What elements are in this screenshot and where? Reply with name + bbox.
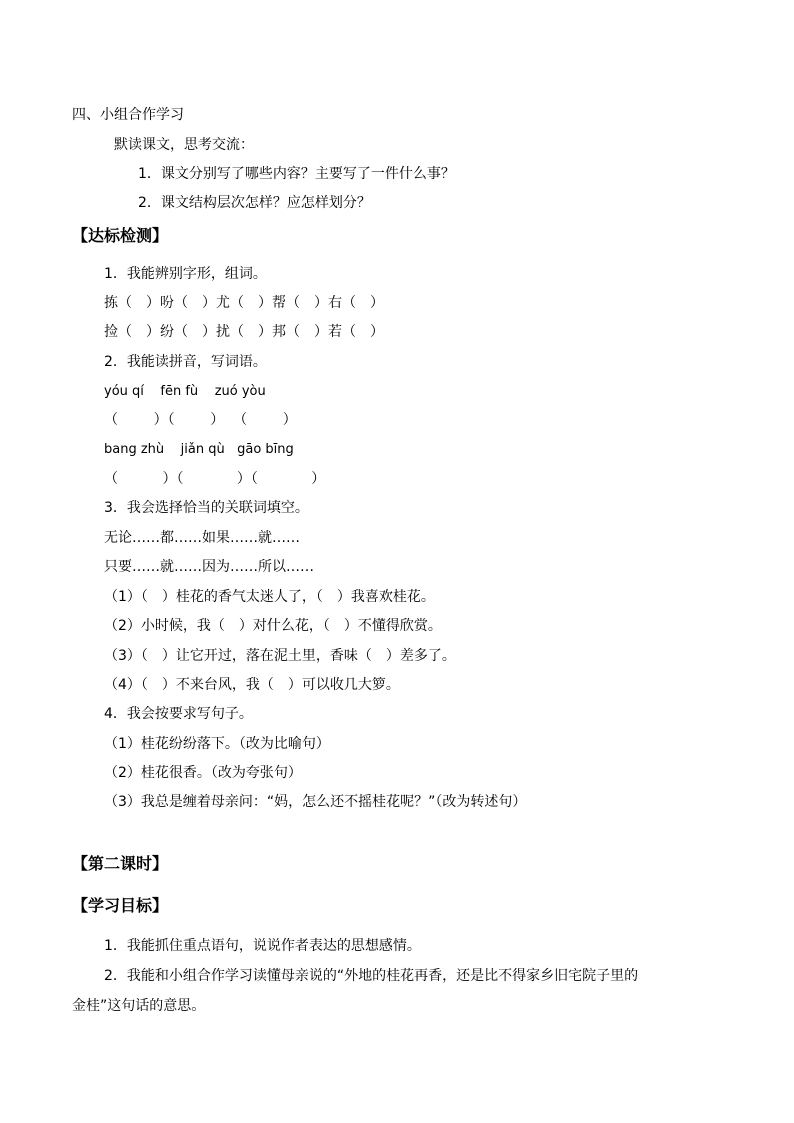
q3-options-1: 无论……都……如果……就…… — [104, 530, 300, 546]
section-four-intro: 默读课文，思考交流： — [114, 137, 254, 153]
question-2: 2．课文结构层次怎样？应怎样划分？ — [138, 195, 371, 211]
q3-options-2: 只要……就……因为……所以…… — [104, 559, 314, 575]
section-four-title: 四、小组合作学习 — [72, 107, 184, 123]
q3-item-4: （4）（ ）不来台风，我（ ）可以收几大箩。 — [104, 677, 400, 693]
q2-blanks-row-2: （ ）（ ）（ ） — [104, 471, 326, 487]
goal-2-line-1: 2．我能和小组合作学习读懂母亲说的“外地的桂花再香，还是比不得家乡旧宅院子里的 — [104, 968, 639, 984]
q4-item-3: （3）我总是缠着母亲问：“妈，怎么还不摇桂花呢？”（改为转述句） — [104, 794, 527, 810]
q4-item-2: （2）桂花很香。（改为夸张句） — [104, 765, 302, 781]
q3-item-1: （1）（ ）桂花的香气太迷人了，（ ）我喜欢桂花。 — [104, 589, 435, 605]
goal-1: 1．我能抓住重点语句，说说作者表达的思想感情。 — [104, 938, 421, 954]
q1-prompt: 1．我能辨别字形，组词。 — [104, 266, 267, 282]
q2-blanks-row-1: （ ）（ ） （ ） — [104, 412, 297, 428]
learning-goals-heading: 【学习目标】 — [72, 896, 169, 915]
q3-prompt: 3．我会选择恰当的关联词填空。 — [104, 500, 309, 516]
assessment-heading: 【达标检测】 — [72, 226, 169, 245]
q2-pinyin-row-1: yóu qí fēn fù zuó yòu — [104, 384, 266, 399]
q4-item-1: （1）桂花纷纷落下。（改为比喻句） — [104, 736, 330, 752]
goal-2-line-2: 金桂”这句话的意思。 — [72, 998, 206, 1014]
q1-row-2: 捡（ ）纷（ ）扰（ ）邦（ ）若（ ） — [104, 324, 384, 340]
q1-row-1: 拣（ ）吩（ ）尤（ ）帮（ ）右（ ） — [104, 295, 384, 311]
q3-item-2: （2）小时候，我（ ）对什么花，（ ）不懂得欣赏。 — [104, 618, 442, 634]
lesson-two-heading: 【第二课时】 — [72, 854, 169, 873]
question-1: 1．课文分别写了哪些内容？主要写了一件什么事？ — [138, 166, 455, 182]
q2-pinyin-row-2: bang zhù jiǎn qù gāo bīng — [104, 442, 294, 457]
q3-item-3: （3）（ ）让它开过，落在泥土里，香味（ ）差多了。 — [104, 648, 456, 664]
q4-prompt: 4．我会按要求写句子。 — [104, 706, 253, 722]
q2-prompt: 2．我能读拼音，写词语。 — [104, 354, 267, 370]
